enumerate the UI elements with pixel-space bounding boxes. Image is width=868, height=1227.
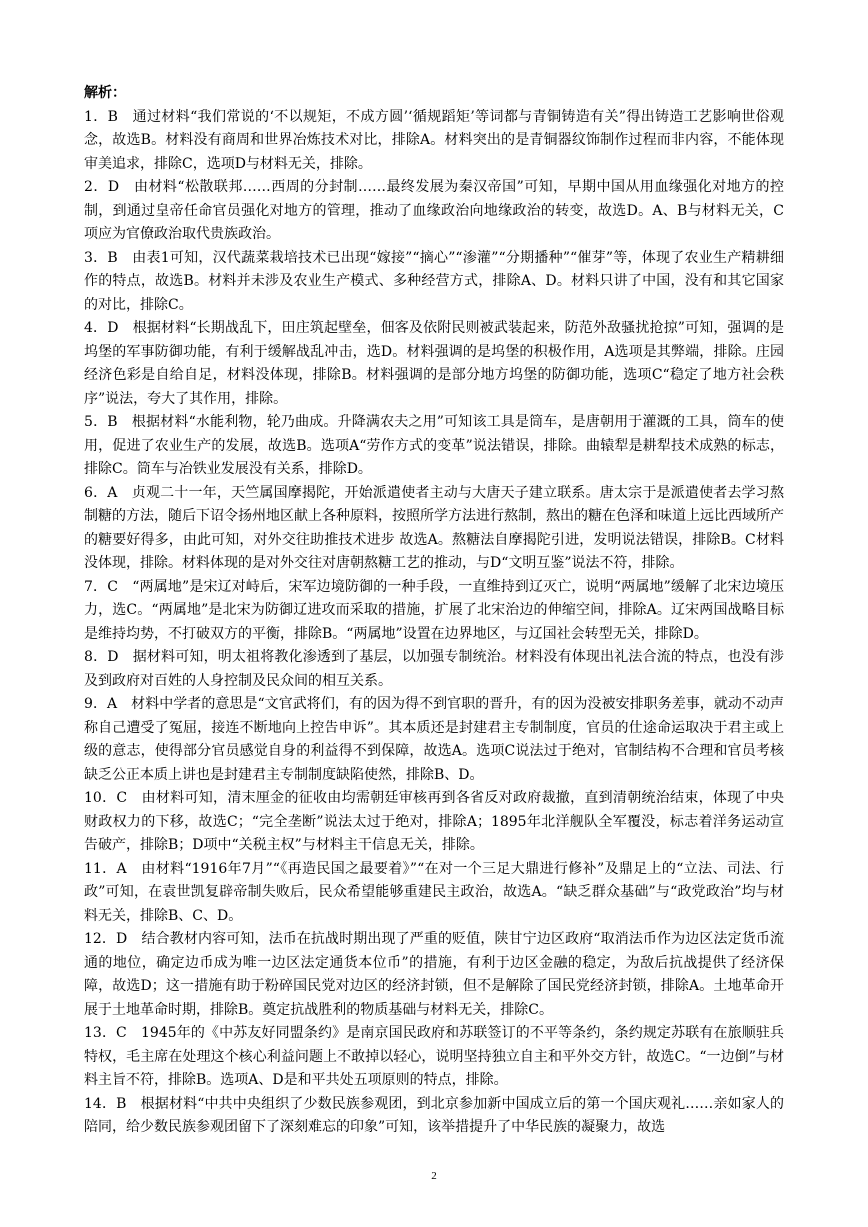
question-answer-label: 10．C [84,790,128,806]
analysis-item [84,176,784,247]
analysis-text: 由材料“松散联邦……西周的分封制……最终发展为秦汉帝国”可知，早期中国从用血缘强化对地方的控制，到通过皇帝任命官员强化对地方的管理，推动了血缘政治向地缘政治的转变，故选D。A、B与材料无关，C项应为官僚政治取代贵族政治。 [84,179,785,242]
analysis-heading: 解析： [84,85,126,101]
question-answer-label: 7．C [84,578,118,595]
question-answer-label: 5．B [84,414,118,430]
analysis-text: 通过材料“我们常说的‘不以规矩，不成方圆’‘循规蹈矩’等词都与青铜铸造有关”得出铸造工艺影响世俗观念，故选B。材料没有商周和世界冶炼技术对比，排除A。材料突出的是青铜器纹饰制作过程而非内容，不能体现审美追求，排除C，选项D与材料无关，排除。 [84,108,784,172]
analysis-text: 材料中学者的意思是“文官武将们，有的因为得不到官职的晋升，有的因为没被安排职务差事，就动不动声称自己遭受了冤屈，接连不断地向上控告申诉”。其本质还是封建君主专制制度，官员的仕途命运取决于君主或上级的意志，使得部分官员感觉自身的利益得不到保障，故选A。选项C说法过于绝对，官制结构不合理和官员考核缺乏公正本质上讲也是封建君主专制制度缺陷使然，排除B、D。 [84,696,784,783]
analysis-item [84,317,784,411]
question-answer-label: 12．D [84,931,128,947]
analysis-item [84,576,784,647]
question-answer-label: 3．B [84,249,118,266]
analysis-item [84,858,784,929]
analysis-text: 根据材料“长期战乱下，田庄筑起壁垒，佃客及依附民则被武装起来，防范外敌骚扰抢掠”可知，强调的是坞堡的军事防御功能，有利于缓解战乱冲击，选D。材料强调的是坞堡的积极作用，A选项是其弊端，排除。庄园经济色彩是自给自足，材料没体现，排除B。材料强调的是部分地方坞堡的防御功能，选项C“稳定了地方社会秩序”说法，夸大了其作用，排除。 [84,320,784,407]
analysis-list [84,106,784,1140]
analysis-item [84,247,784,318]
question-answer-label: 2．D [84,179,120,195]
question-answer-label: 8．D [84,649,119,665]
analysis-item [84,693,784,787]
analysis-text: 根据材料“中共中央组织了少数民族参观团，到北京参加新中国成立后的第一个国庆观礼……亲如家人的陪同，给少数民族参观团留下了深刻难忘的印象”可知，该举措提升了中华民族的凝聚力，故选 [84,1095,784,1135]
analysis-text: 结合教材内容可知，法币在抗战时期出现了严重的贬值，陕甘宁边区政府“取消法币作为边区法定货币流通的地位，确定边币成为唯一边区法定通货本位币”的措施，有利于边区金融的稳定，为敌后抗战提供了经济保障，故选D；这一措施有助于粉碎国民党对边区的经济封锁，但不是解除了国民党经济封锁，排除A。土地革命开展于土地革命时期，排除B。奠定抗战胜利的物质基础与材料无关，排除C。 [84,931,784,1018]
analysis-text: 1945年的《中苏友好同盟条约》是南京国民政府和苏联签订的不平等条约，条约规定苏联有在旅顺驻兵特权，毛主席在处理这个核心利益问题上不敢掉以轻心，说明坚持独立自主和平外交方针，故选C。“一边倒”与材料主旨不符，排除B。选项A、D是和平共处五项原则的特点，排除。 [84,1025,784,1088]
analysis-text: 由材料可知，清末厘金的征收由均需朝廷审核再到各省反对政府裁撤，直到清朝统治结束，体现了中央财政权力的下移，故选C；“完全垄断”说法太过于绝对，排除A；1895年北洋舰队全军覆没，标志着洋务运动宣告破产，排除B；D项中“关税主权”与材料主干信息无关，排除。 [84,790,784,853]
analysis-text: 根据材料“水能利物，轮乃曲成。升降满农夫之用”可知该工具是筒车，是唐朝用于灌溉的工具，筒车的使用，促进了农业生产的发展，故选B。选项A“劳作方式的变革”说法错误，排除。曲辕犁是耕犁技术成熟的标志，排除C。筒车与冶铁业发展没有关系，排除D。 [84,414,785,477]
analysis-item [84,928,784,1022]
analysis-text: “两属地”是宋辽对峙后，宋军边境防御的一种手段，一直维持到辽灭亡，说明“两属地”缓解了北宋边境压力，选C。“两属地”是北宋为防御辽进攻而采取的措施，扩展了北宋治边的伸缩空间，排除A。辽宋两国战略目标是维持均势，不打破双方的平衡，排除B。“两属地”设置在边界地区，与辽国社会转型无关，排除D。 [84,578,784,642]
analysis-item [84,646,784,693]
question-answer-label: 6．A [84,484,118,501]
analysis-text: 由材料“1916年7月”“《再造民国之最要着》”“在对一个三足大鼎进行修补”及鼎足上的“立法、司法、行政”可知，在袁世凯复辟帝制失败后，民众希望能够重建民主政治，故选A。“缺乏群众基础”与“政党政治”均与材料无关，排除B、C、D。 [84,860,784,924]
analysis-item [84,1022,784,1093]
answer-analysis [84,82,784,1140]
analysis-item [84,482,784,576]
analysis-text: 据材料可知，明太祖将教化渗透到了基层，以加强专制统治。材料没有体现出礼法合流的特点，也没有涉及到政府对百姓的人身控制及民众间的相互关系。 [84,649,784,689]
question-answer-label: 13．C [84,1025,127,1041]
question-answer-label: 4．D [84,320,119,336]
analysis-item [84,1093,784,1140]
analysis-item [84,106,784,177]
analysis-text: 由表1可知，汉代蔬菜栽培技术已出现“嫁接”“摘心”“渗灌”“分期播种”“催芽”等，体现了农业生产精耕细作的特点，故选B。材料并未涉及农业生产模式、多种经营方式，排除A、D。材料只讲了中国，没有和其它国家的对比，排除C。 [84,249,785,313]
page-number: 2 [431,1170,437,1182]
analysis-text: 贞观二十一年，天竺属国摩揭陀，开始派遣使者主动与大唐天子建立联系。唐太宗于是派遣使者去学习熬制糖的方法，随后下诏令扬州地区献上各种原料，按照所学方法进行熬制，熬出的糖在色泽和味道上远比西域所产的糖要好得多，由此可知，对外交往助推技术进步 故选A。熬糖法自摩揭陀引进，发明说法错误，排除B。C材料没体现，排除。材料体现的是对外交往对唐朝熬糖工艺的推动，与D“文明互鉴”说法不符，排除。 [84,484,784,571]
question-answer-label: 1．B [84,108,118,125]
question-answer-label: 11．A [84,860,127,877]
question-answer-label: 14．B [84,1095,127,1112]
analysis-item [84,411,784,482]
question-answer-label: 9．A [84,696,118,712]
analysis-item [84,787,784,858]
